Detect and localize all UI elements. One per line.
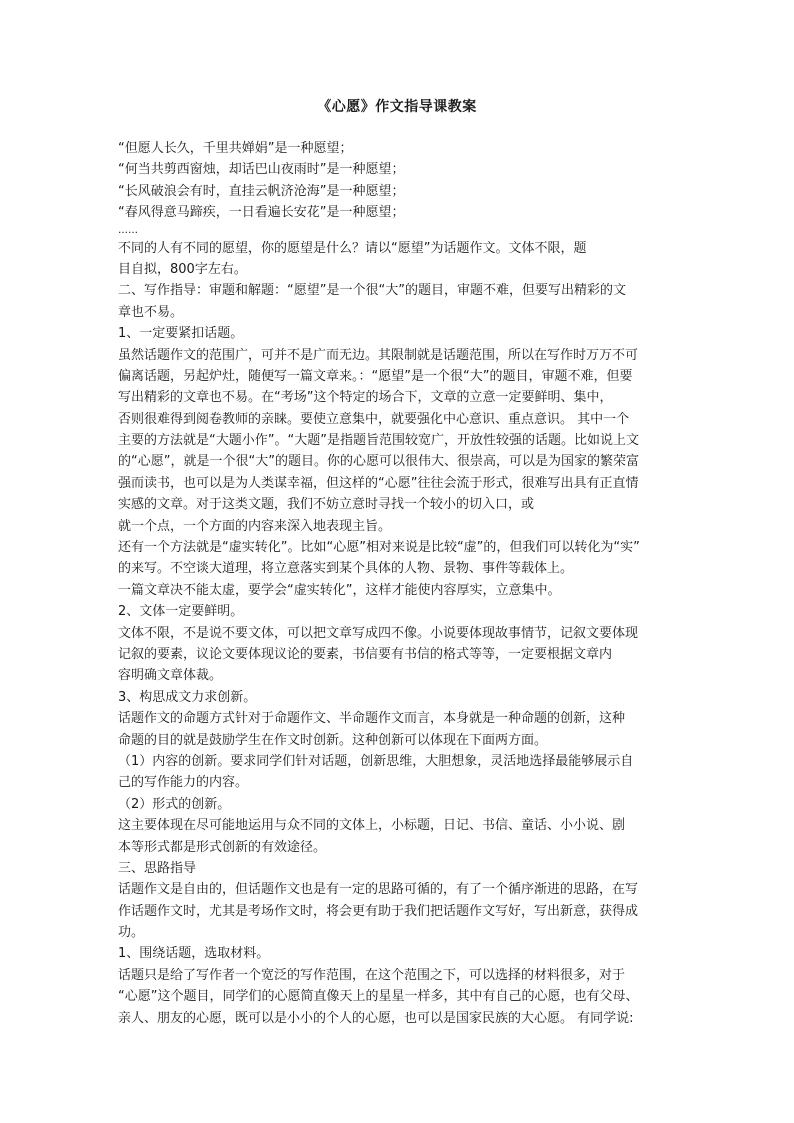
text-line: （2）形式的创新。 [118,796,231,812]
text-line: “心愿”这个题目，同学们的心愿简直像天上的星星一样多，其中有自己的心愿，也有父母、 [118,989,639,1005]
text-line: 这主要体现在尽可能地运用与众不同的文体上，小标题，日记、书信、童话、小小说、剧 [118,818,626,834]
text-line: 话题作文是自由的，但话题作文也是有一定的思路可循的，有了一个循序渐进的思路，在写 [118,882,639,898]
text-line: 写出精彩的文章也不易。在“考场”这个特定的场合下，文章的立意一定要鲜明、集中， [118,390,613,406]
text-line: 主要的方法就是“大题小作”。“大题”是指题旨范围较宽广，开放性较强的话题。比如说上文 [118,433,639,449]
text-line: 容明确文章体裁。 [118,668,223,684]
text-line: 话题只是给了写作者一个宽泛的写作范围，在这个范围之下，可以选择的材料很多，对于 [118,967,626,983]
document-title: 《心愿》作文指导课教案 [317,99,477,115]
text-line: …… [118,224,138,236]
text-line: 命题的目的就是鼓励学生在作文时创新。这种创新可以体现在下面两方面。 [118,732,548,748]
text-line: 1、围绕话题，选取材料。 [118,946,270,962]
text-line: “但愿人长久，千里共婵娟”是一种愿望； [118,141,353,156]
text-line: 还有一个方法就是“虚实转化”。比如“心愿”相对来说是比较“虚”的，但我们可以转化为“实” [118,540,640,556]
text-line: “长风破浪会有时，直挂云帆济沧海”是一种愿望； [118,183,405,199]
document-body [118,138,684,1029]
text-line: （1）内容的创新。要求同学们针对话题，创新思维，大胆想象，灵活地选择最能够展示自 [118,753,634,769]
text-line: 功。 [118,925,145,941]
text-line: 话题作文的命题方式针对于命题作文、半命题作文而言，本身就是一种命题的创新，这种 [118,711,626,727]
text-line: 2、文体一定要鲜明。 [118,604,244,620]
text-line: 本等形式都是形式创新的有效途径。 [118,839,327,855]
text-line: 作话题作文时，尤其是考场作文时，将会更有助于我们把话题作文写好，写出新意，获得成 [118,903,639,919]
text-line: 不同的人有不同的愿望，你的愿望是什么？请以“愿望”为话题作文。文体不限，题 [118,240,587,256]
text-line: 的“心愿”，就是一个很“大”的题目。你的心愿可以很伟大、很崇高，可以是为国家的繁荣富 [118,454,639,470]
text-line: 的来写。不空谈大道理，将立意落实到某个具体的人物、景物、事件等载体上。 [118,561,574,577]
text-line: 就一个点，一个方面的内容来深入地表现主旨。 [118,518,392,534]
text-line: 1、一定要紧扣话题。 [118,326,244,342]
text-line: 二、写作指导：审题和解题：“愿望”是一个很“大”的题目，审题不难，但要写出精彩的文 [118,283,626,299]
text-line: 章也不易。 [118,304,184,320]
text-line: 己的写作能力的内容。 [118,775,249,791]
text-line: 虽然话题作文的范围广，可并不是广而无边。其限制就是话题范围，所以在写作时万万不可 [118,347,639,363]
text-line: 实感的文章。对于这类文题，我们不妨立意时寻找一个较小的切入口，或 [118,497,535,513]
text-line: 一篇文章决不能太虚，要学会“虚实转化”，这样才能使内容厚实，立意集中。 [118,582,561,598]
text-line: 文体不限，不是说不要文体，可以把文章写成四不像。小说要体现故事情节，记叙文要体现 [118,625,639,641]
text-line: 否则很难得到阅卷教师的亲睐。要使立意集中，就要强化中心意识、重点意识。 其中一个 [118,411,630,427]
text-line: 三、思路指导 [118,860,197,876]
text-line: 3、构思成文力求创新。 [118,689,257,705]
text-line: 记叙的要素，议论文要体现议论的要素，书信要有书信的格式等等，一定要根据文章内 [118,646,613,662]
text-line: 目自拟，800字左右。 [118,261,247,277]
text-line: 亲人、朋友的心愿，既可以是小小的个人的心愿，也可以是国家民族的大心愿。 有同学说: [118,1010,634,1026]
text-line: 偏离话题，另起炉灶，随便写一篇文章来。：“愿望”是一个很“大”的题目，审题不难，但要 [118,368,633,384]
text-line: “春风得意马蹄疾，一日看遍长安花”是一种愿望； [118,205,405,221]
text-line: 强而读书，也可以是为人类谋幸福，但这样的“心愿”往往会流于形式，很难写出具有正直情 [118,475,639,491]
text-line: “何当共剪西窗烛，却话巴山夜雨时”是一种愿望； [118,162,405,178]
